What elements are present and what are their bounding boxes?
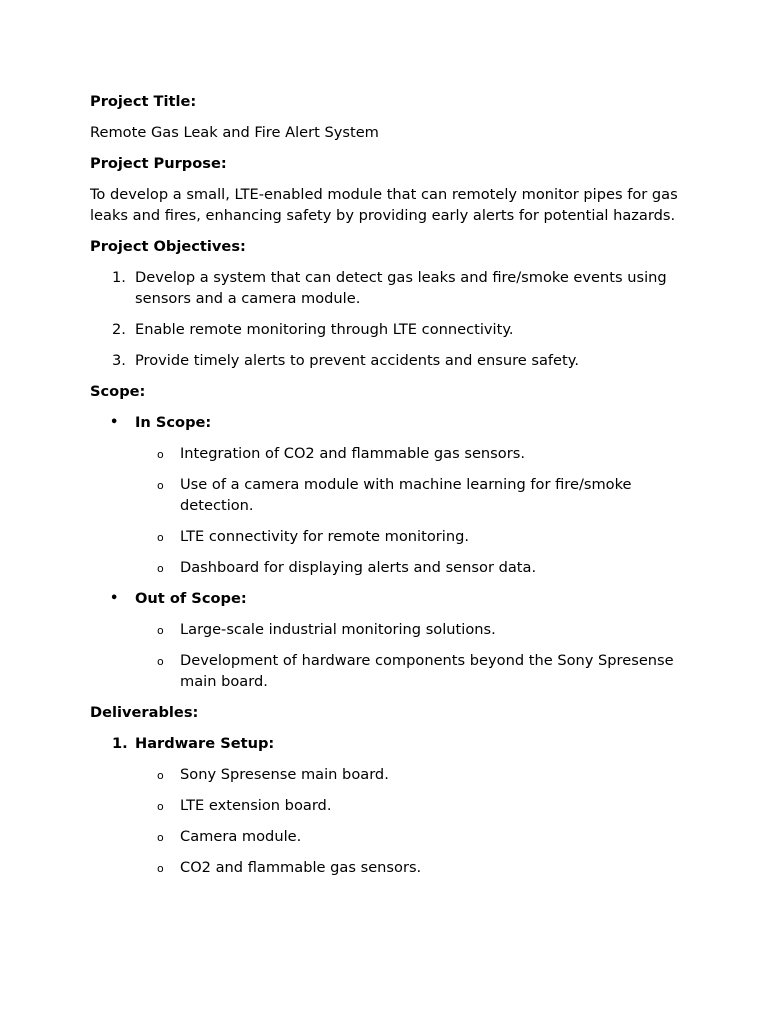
list-number: 1.: [112, 735, 128, 752]
sub-bullet-icon: o: [157, 862, 164, 875]
hardware-sub-item: [90, 857, 680, 878]
out-of-scope-sub-item: [90, 619, 680, 640]
out-of-scope-text: Large-scale industrial monitoring solutions.: [180, 621, 496, 638]
project-title-heading: Project Title:: [90, 93, 197, 110]
list-number: 3.: [112, 352, 126, 369]
in-scope-item: [90, 412, 680, 433]
hardware-sub-item: [90, 764, 680, 785]
list-number: 1.: [112, 269, 126, 286]
sub-bullet-icon: o: [157, 655, 164, 668]
sub-bullet-icon: o: [157, 831, 164, 844]
out-of-scope-sub-item: [90, 650, 680, 692]
sub-bullet-icon: o: [157, 479, 164, 492]
hardware-sub-item: [90, 826, 680, 847]
list-number: 2.: [112, 321, 126, 338]
out-of-scope-text: Development of hardware components beyond the Sony Spresense main board.: [180, 652, 674, 690]
in-scope-text: LTE connectivity for remote monitoring.: [180, 528, 469, 545]
deliverables-list: [90, 733, 680, 878]
sub-bullet-icon: o: [157, 800, 164, 813]
sub-bullet-icon: o: [157, 769, 164, 782]
in-scope-text: Dashboard for displaying alerts and sensor data.: [180, 559, 537, 576]
project-title-text: Remote Gas Leak and Fire Alert System: [90, 124, 379, 141]
hardware-text: Camera module.: [180, 828, 302, 845]
objective-text: Develop a system that can detect gas leaks and fire/smoke events using sensors and a camera module.: [135, 269, 667, 307]
in-scope-sub-item: [90, 443, 680, 464]
scope-list: [90, 412, 680, 692]
hardware-text: Sony Spresense main board.: [180, 766, 389, 783]
hardware-text: CO2 and flammable gas sensors.: [180, 859, 422, 876]
out-of-scope-item: [90, 588, 680, 609]
hardware-setup-label: Hardware Setup:: [135, 735, 275, 752]
objective-item: [90, 350, 680, 371]
out-of-scope-label: Out of Scope:: [135, 590, 247, 607]
in-scope-sub-item: [90, 526, 680, 547]
in-scope-text: Use of a camera module with machine learning for fire/smoke detection.: [180, 476, 632, 514]
sub-bullet-icon: o: [157, 531, 164, 544]
objective-item: [90, 267, 680, 309]
document-body: [90, 91, 680, 888]
in-scope-label: In Scope:: [135, 414, 212, 431]
in-scope-sub-item: [90, 474, 680, 516]
sub-bullet-icon: o: [157, 448, 164, 461]
project-objectives-heading: Project Objectives:: [90, 238, 246, 255]
project-purpose-heading: Project Purpose:: [90, 155, 227, 172]
objective-text: Enable remote monitoring through LTE connectivity.: [135, 321, 514, 338]
bullet-icon: •: [110, 415, 119, 430]
in-scope-text: Integration of CO2 and flammable gas sensors.: [180, 445, 525, 462]
objectives-list: [90, 267, 680, 371]
objective-text: Provide timely alerts to prevent accidents and ensure safety.: [135, 352, 579, 369]
hardware-sub-item: [90, 795, 680, 816]
project-purpose-text: To develop a small, LTE-enabled module that can remotely monitor pipes for gas leaks and fires, enhancing safety by providing early alerts for potential hazards.: [90, 186, 678, 224]
hardware-setup-item: [90, 733, 680, 754]
scope-heading: Scope:: [90, 383, 146, 400]
in-scope-sub-item: [90, 557, 680, 578]
deliverables-heading: Deliverables:: [90, 704, 199, 721]
objective-item: [90, 319, 680, 340]
sub-bullet-icon: o: [157, 624, 164, 637]
hardware-text: LTE extension board.: [180, 797, 332, 814]
sub-bullet-icon: o: [157, 562, 164, 575]
bullet-icon: •: [110, 591, 119, 606]
